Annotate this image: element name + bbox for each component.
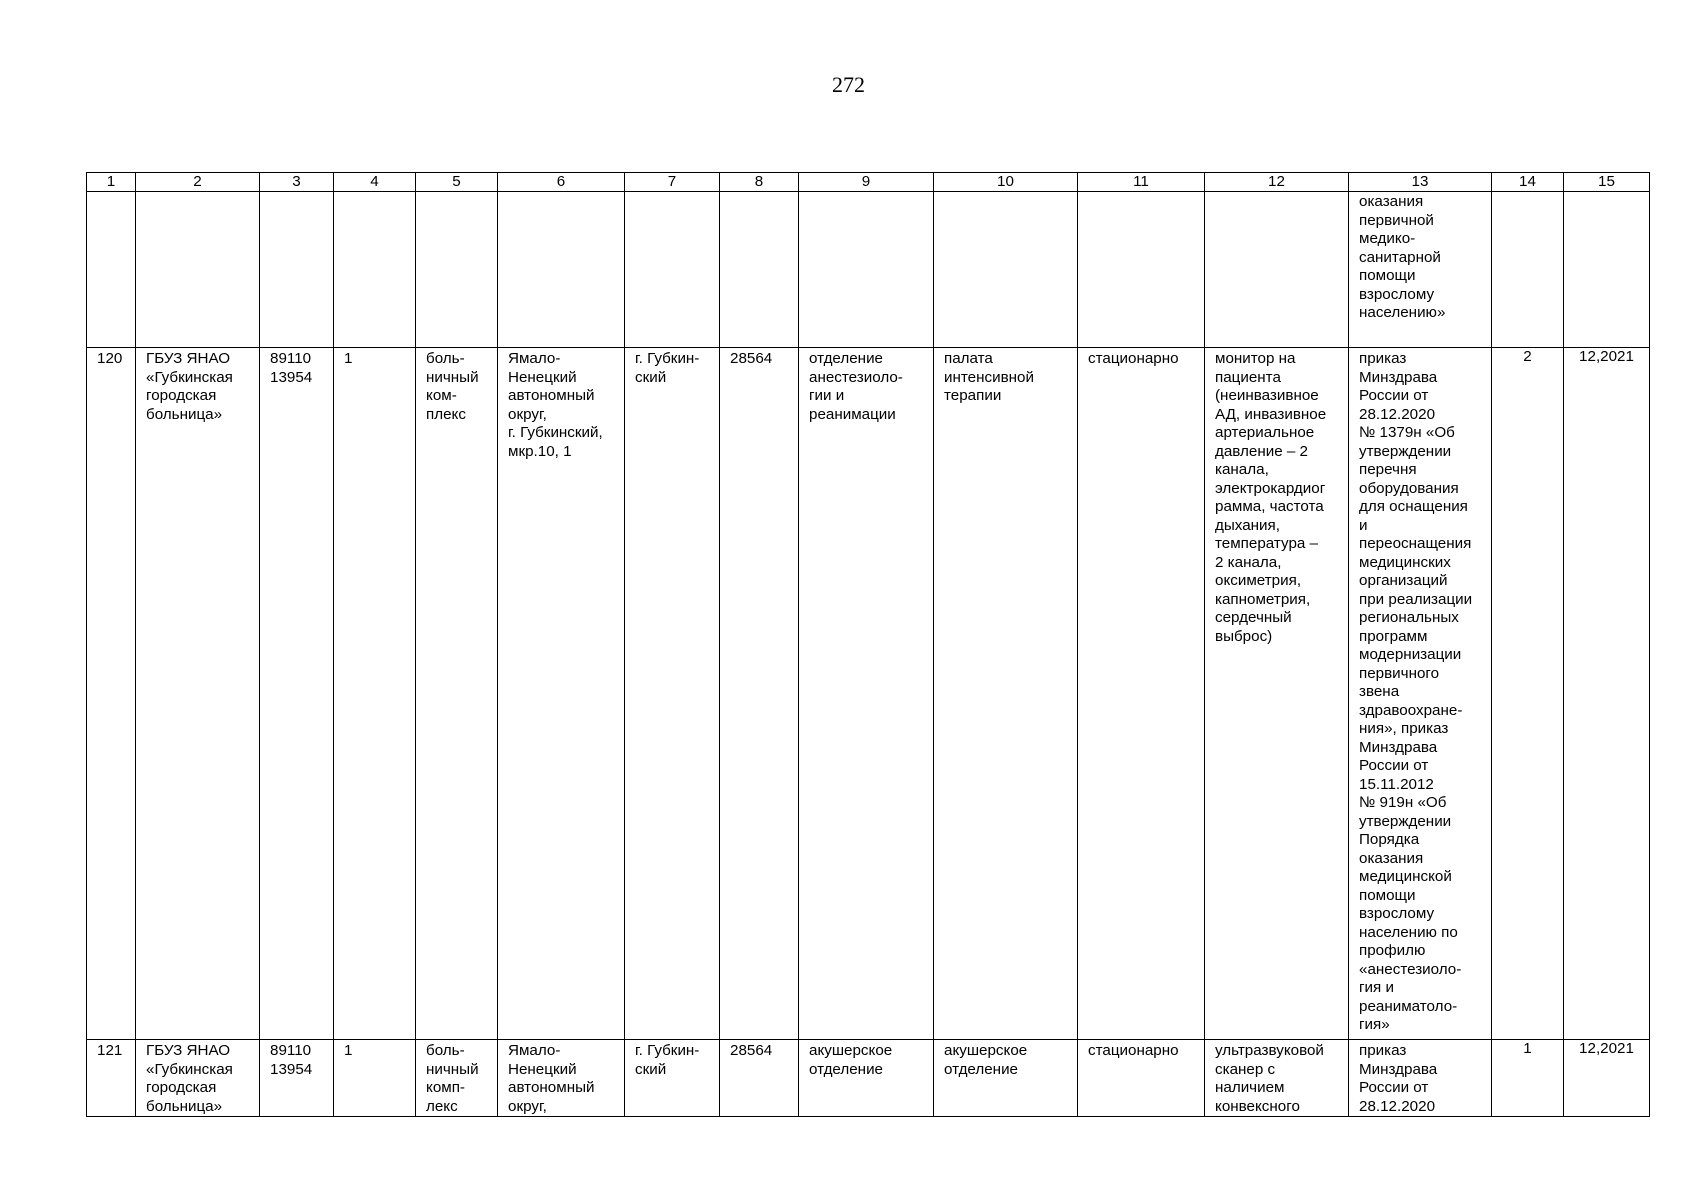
organization-cell: ГБУЗ ЯНАО «Губкинская городская больница»: [136, 348, 260, 1040]
table-cell: 1: [334, 348, 416, 1040]
date-cell: 12,2021: [1564, 348, 1650, 1040]
column-number: 9: [799, 173, 934, 192]
equipment-cell: ультразвуковой сканер с наличием конвексного: [1205, 1040, 1349, 1117]
care-mode-cell: стационарно: [1078, 1040, 1205, 1117]
facility-type-cell: боль- ничный ком- плекс: [416, 348, 498, 1040]
column-number: 2: [136, 173, 260, 192]
column-number: 10: [934, 173, 1078, 192]
care-mode-cell: стационарно: [1078, 348, 1205, 1040]
column-number: 6: [498, 173, 625, 192]
date-cell: 12,2021: [1564, 1040, 1650, 1117]
table-cell: [1078, 192, 1205, 348]
column-number: 15: [1564, 173, 1650, 192]
table-cell: [416, 192, 498, 348]
table-cell: [136, 192, 260, 348]
code-cell: 89110 13954: [260, 348, 334, 1040]
table-cell: [498, 192, 625, 348]
column-number: 14: [1492, 173, 1564, 192]
table-cell: [1492, 192, 1564, 348]
table-cell: [334, 192, 416, 348]
regulation-cell: приказ Минздрава России от 28.12.2020 № 1379н «Об утверждении перечня оборудования для оснащения и переоснащения медицинских организаций при реализации региональных программ модернизации первичного звена здравоохране- ния», приказ Минздрава России от 15.11.2012 № 919н «Об утверждении Порядка оказания медицинской помощи взрослому населению по профилю «анестезиоло- гия и реаниматоло- гия»: [1349, 348, 1492, 1040]
column-number: 8: [720, 173, 799, 192]
city-cell: г. Губкин- ский: [625, 1040, 720, 1117]
table-cell: [1564, 192, 1650, 348]
table-cell: 28564: [720, 348, 799, 1040]
column-number: 3: [260, 173, 334, 192]
equipment-cell: монитор на пациента (неинвазивное АД, инвазивное артериальное давление – 2 канала, электрокардиог рамма, частота дыхания, температура – 2 канала, оксиметрия, капнометрия, сердечный выброс): [1205, 348, 1349, 1040]
row-number-cell: 120: [87, 348, 136, 1040]
quantity-cell: 1: [1492, 1040, 1564, 1117]
unit-cell: палата интенсивной терапии: [934, 348, 1078, 1040]
code-cell: 89110 13954: [260, 1040, 334, 1117]
column-number: 12: [1205, 173, 1349, 192]
table-cell: [720, 192, 799, 348]
table-cell: [625, 192, 720, 348]
table-row: [87, 1040, 1650, 1117]
column-number: 11: [1078, 173, 1205, 192]
column-number: 1: [87, 173, 136, 192]
table-cell: [260, 192, 334, 348]
department-cell: акушерское отделение: [799, 1040, 934, 1117]
table-cell: [1205, 192, 1349, 348]
column-number: 13: [1349, 173, 1492, 192]
quantity-cell: 2: [1492, 348, 1564, 1040]
table-row: [87, 348, 1650, 1040]
equipment-table: [86, 172, 1650, 1117]
table-cell: 28564: [720, 1040, 799, 1117]
column-number: 4: [334, 173, 416, 192]
table-cell: [87, 192, 136, 348]
column-number: 7: [625, 173, 720, 192]
regulation-cell: приказ Минздрава России от 28.12.2020: [1349, 1040, 1492, 1117]
department-cell: отделение анестезиоло- гии и реанимации: [799, 348, 934, 1040]
unit-cell: акушерское отделение: [934, 1040, 1078, 1117]
table-cell: [934, 192, 1078, 348]
page-number: 272: [832, 72, 865, 97]
column-number-row: [87, 173, 1650, 192]
table-cell: [799, 192, 934, 348]
city-cell: г. Губкин- ский: [625, 348, 720, 1040]
table-cell: 1: [334, 1040, 416, 1117]
organization-cell: ГБУЗ ЯНАО «Губкинская городская больница»: [136, 1040, 260, 1117]
facility-type-cell: боль- ничный комп- лекс: [416, 1040, 498, 1117]
address-cell: Ямало- Ненецкий автономный округ, г. Губкинский, мкр.10, 1: [498, 348, 625, 1040]
table-row-continuation: [87, 192, 1650, 348]
table-cell: оказания первичной медико- санитарной помощи взрослому населению»: [1349, 192, 1492, 348]
address-cell: Ямало- Ненецкий автономный округ,: [498, 1040, 625, 1117]
column-number: 5: [416, 173, 498, 192]
row-number-cell: 121: [87, 1040, 136, 1117]
